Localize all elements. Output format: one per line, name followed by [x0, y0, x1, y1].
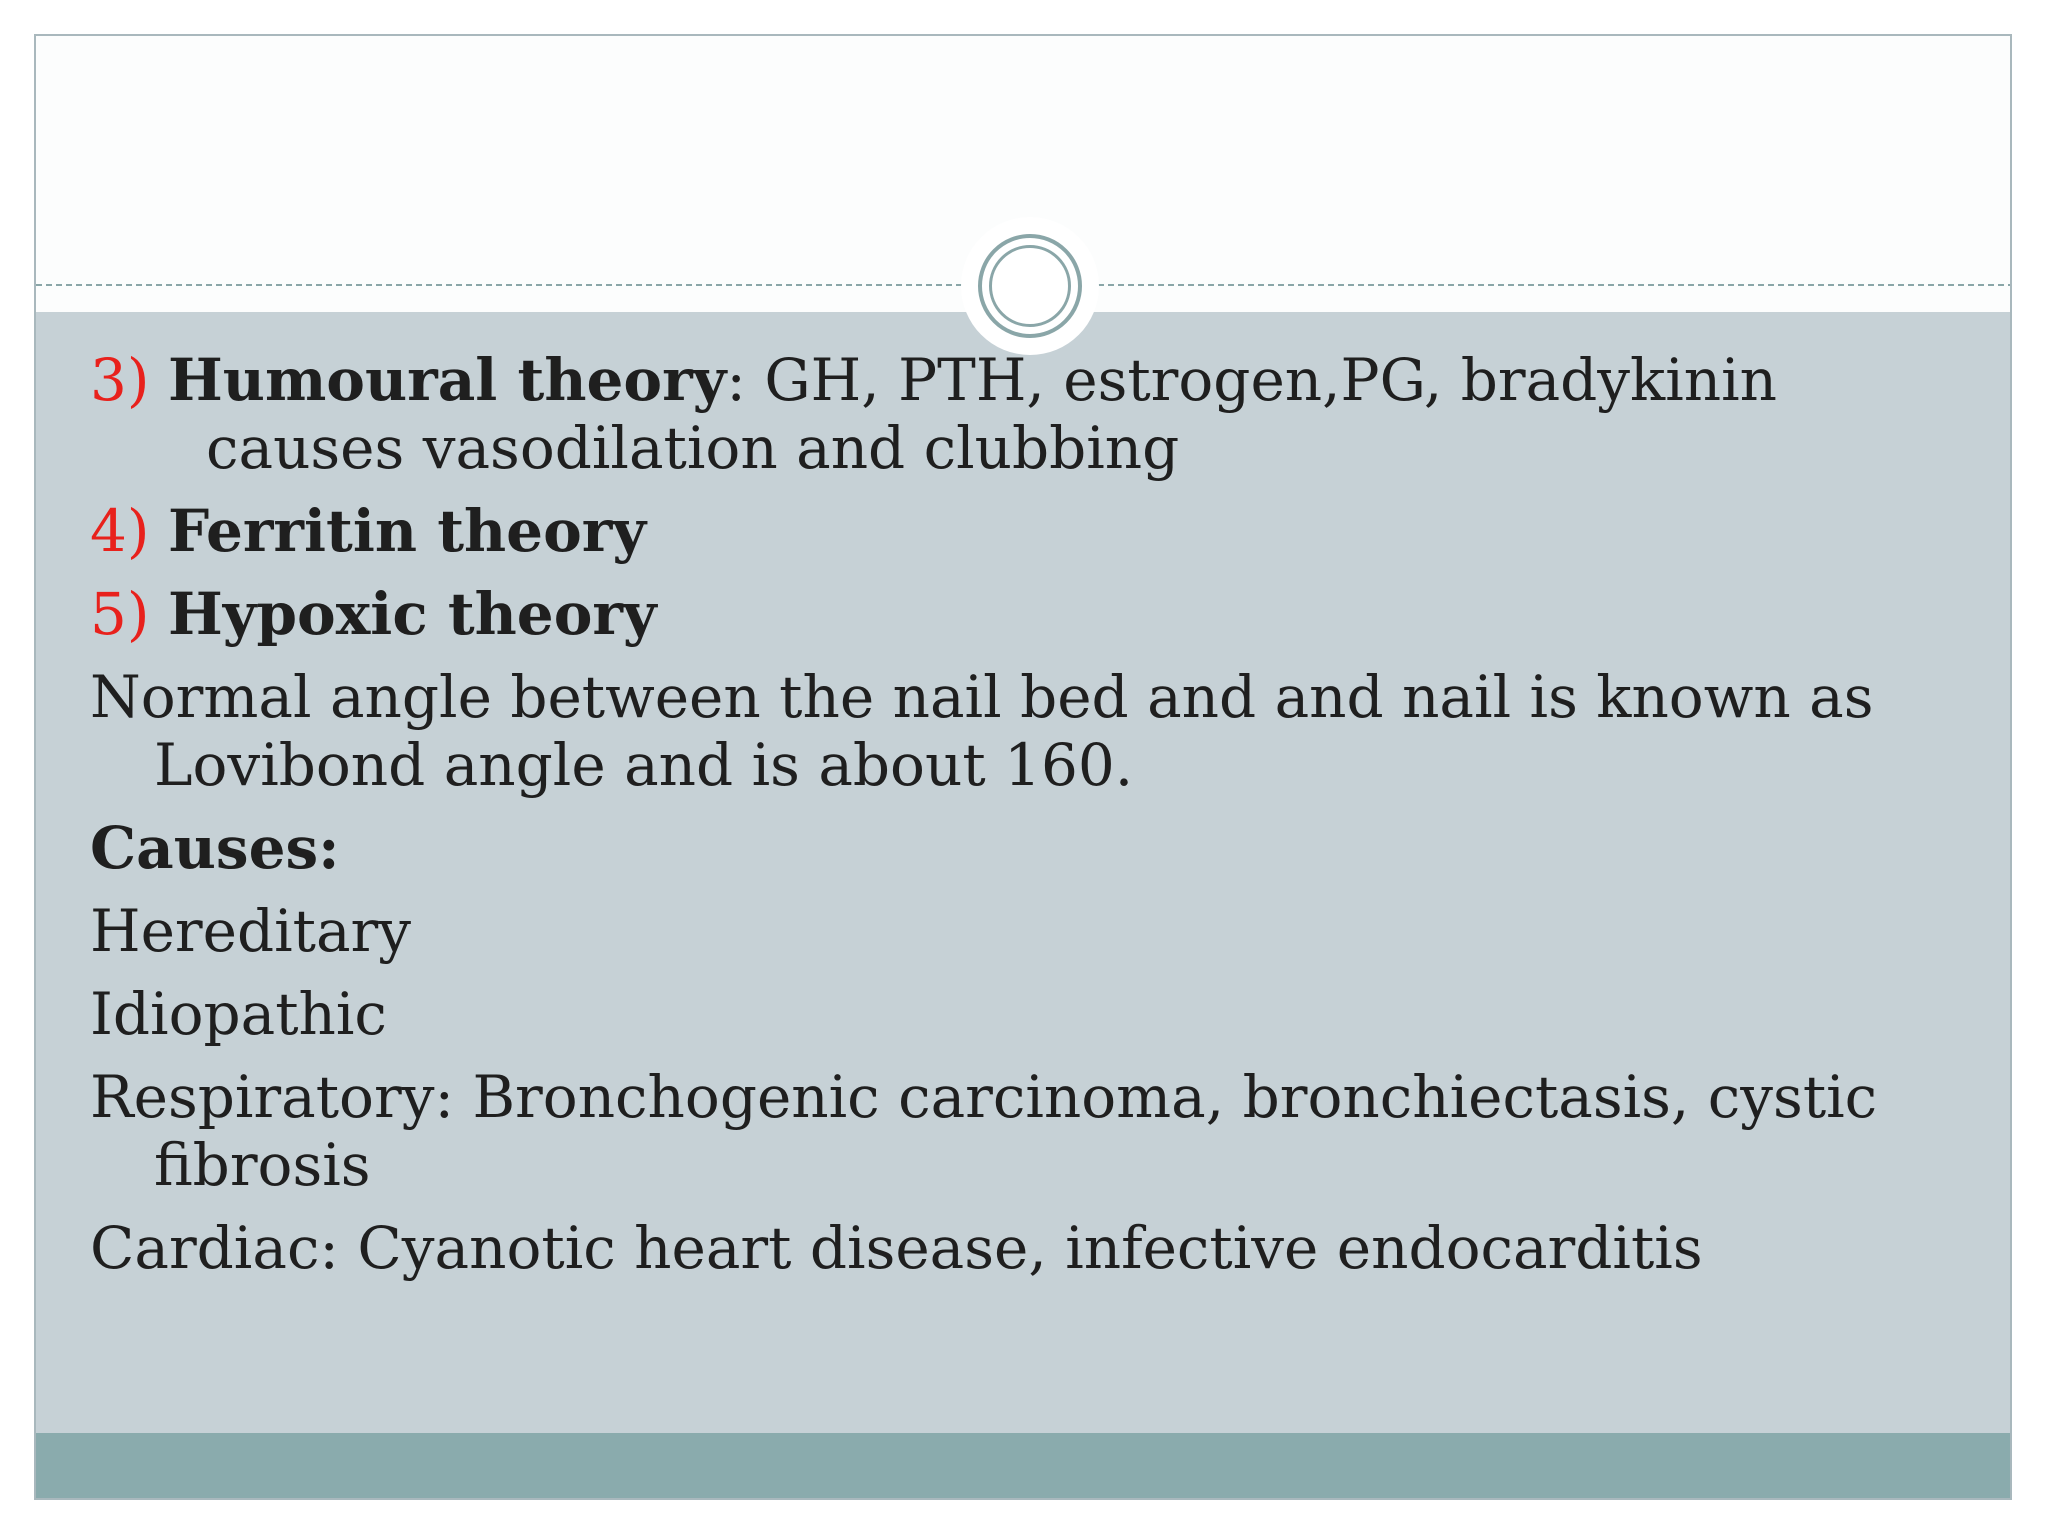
slide-body — [90, 346, 1990, 1297]
item-number: 3) — [90, 346, 150, 414]
divider-line-right — [1098, 284, 2012, 286]
theory-heading: Ferritin theory — [167, 497, 647, 565]
theory-description: : GH, PTH, estrogen,PG, bradykinin causes vasodilation and clubbing — [206, 346, 1777, 482]
theory-heading: Hypoxic theory — [167, 580, 657, 648]
divider-line-left — [36, 284, 962, 286]
slide-footer-bar — [36, 1433, 2010, 1500]
theory-item-ferritin — [90, 497, 1990, 565]
cause-respiratory: Respiratory: Bronchogenic carcinoma, bronchiectasis, cystic fibrosis — [90, 1063, 1878, 1199]
causes-heading: Causes: — [90, 814, 340, 882]
ornament-inner-ring — [989, 245, 1071, 327]
theory-item-humoural — [90, 346, 1990, 482]
theory-heading: Humoural theory — [167, 346, 727, 414]
cause-idiopathic: Idiopathic — [90, 980, 387, 1048]
slide — [34, 34, 2012, 1500]
theory-item-hypoxic — [90, 580, 1990, 648]
cause-hereditary: Hereditary — [90, 897, 412, 965]
item-number: 4) — [90, 497, 150, 565]
item-number: 5) — [90, 580, 150, 648]
cause-cardiac: Cardiac: Cyanotic heart disease, infective endocarditis — [90, 1214, 1703, 1282]
circle-ornament-icon — [961, 217, 1099, 355]
lovibond-angle-text: Normal angle between the nail bed and and nail is known as Lovibond angle and is about 160. — [90, 663, 1874, 799]
